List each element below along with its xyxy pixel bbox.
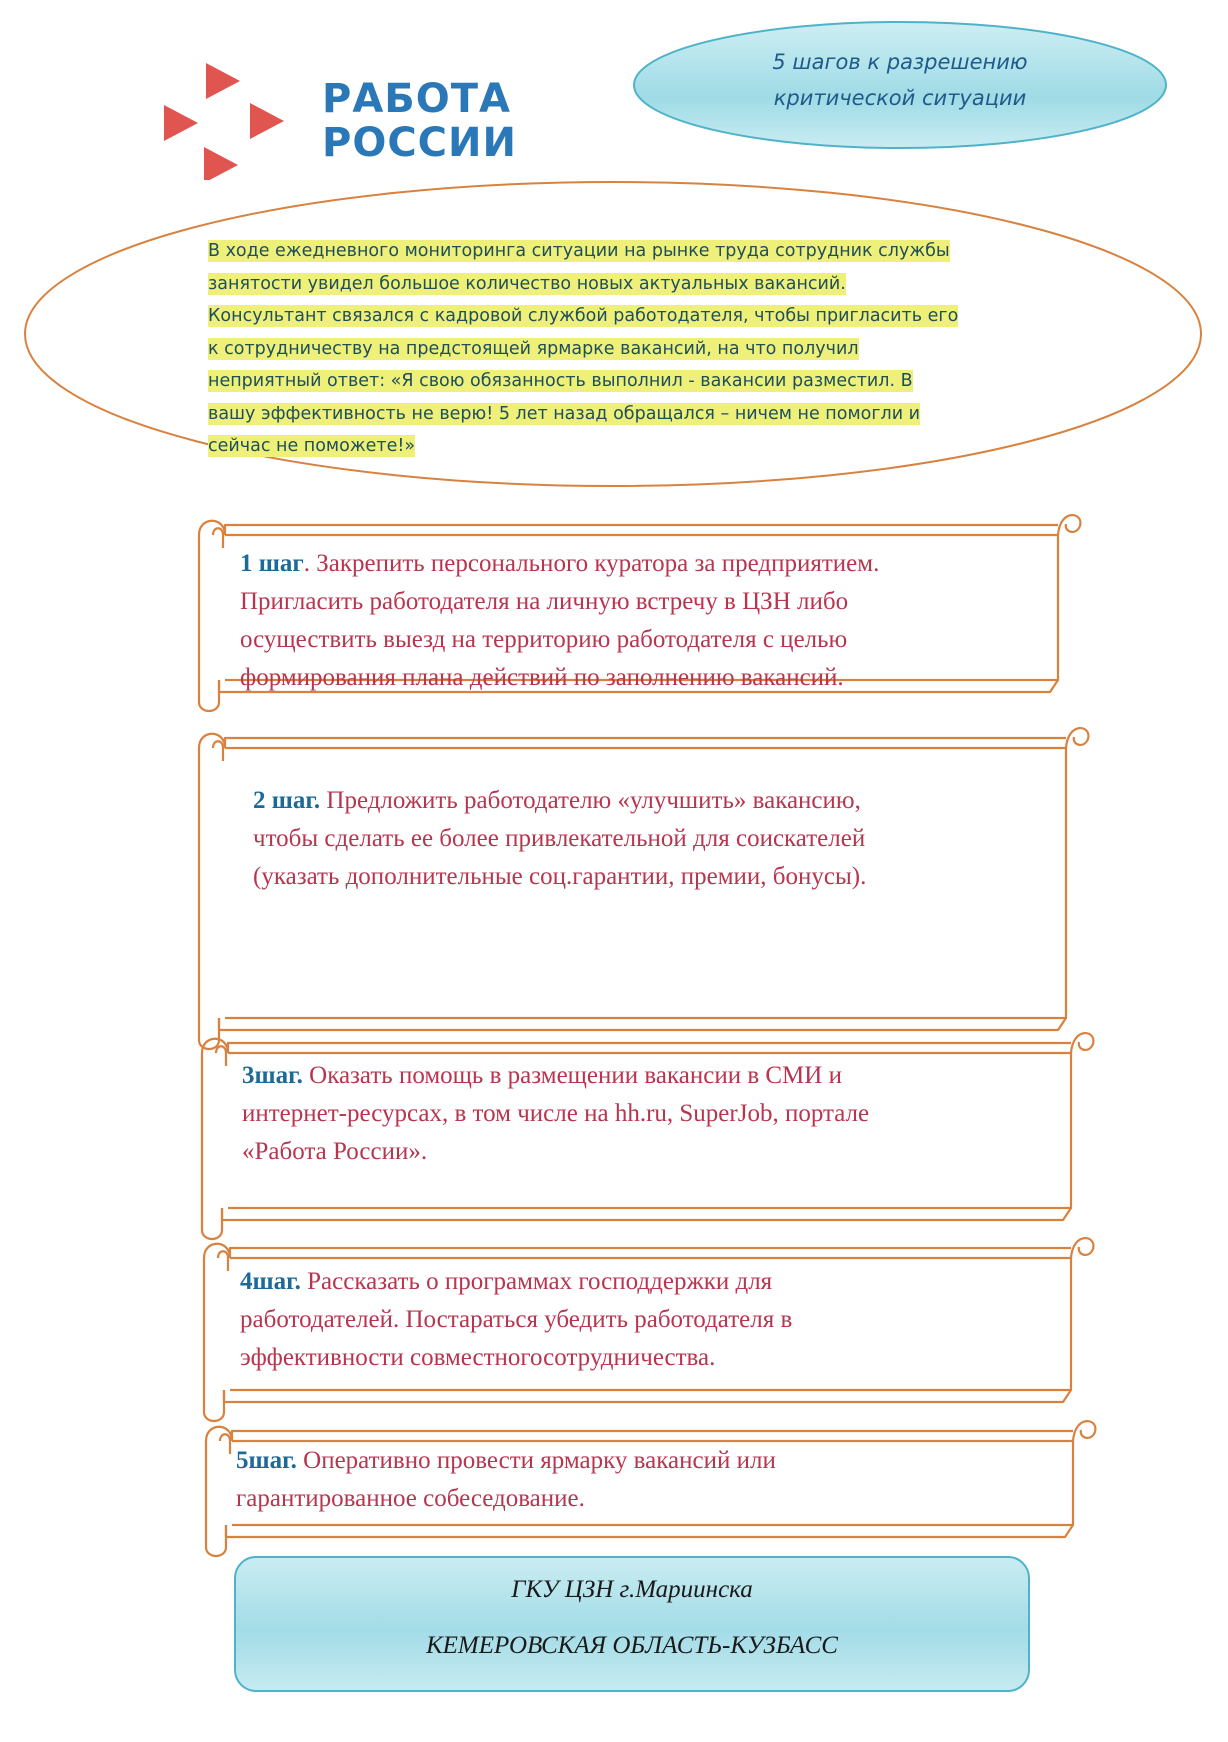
step-3	[242, 1057, 1072, 1171]
step-1-line: формирования плана действий по заполнению вакансий.	[240, 664, 844, 691]
scroll-5-bottom-fold	[226, 1525, 1073, 1537]
intro-line: Консультант связался с кадровой службой работодателя, чтобы пригласить его	[208, 306, 959, 326]
scroll-1-top-edge	[225, 525, 1058, 535]
scroll-4-bottom-fold	[224, 1390, 1071, 1402]
scroll-1-curl-top	[1058, 515, 1080, 535]
step-4-line: работодателей. Постараться убедить работодателя в	[240, 1306, 793, 1333]
logo-line2: РОССИИ	[322, 120, 517, 166]
scroll-3-curl-top	[1071, 1033, 1093, 1053]
step-3-line: интернет-ресурсах, в том числе на hh.ru, SuperJob, портале	[242, 1100, 870, 1127]
scroll-4-top-edge	[230, 1248, 1071, 1258]
step-4	[240, 1263, 1070, 1377]
step-1-label: 1 шаг	[240, 550, 304, 577]
footer-line1: ГКУ ЦЗН г.Мариинска	[511, 1576, 753, 1603]
badge-line2: критической ситуации	[773, 86, 1027, 110]
scroll-3-left-curl	[216, 1046, 226, 1066]
step-3-line: «Работа России».	[242, 1138, 428, 1165]
step-3-line: Оказать помощь в размещении вакансии в СМИ и	[302, 1062, 842, 1089]
step-1-line: осуществить выезд на территорию работодателя с целью	[240, 626, 848, 653]
scroll-2-left-roll	[199, 734, 225, 1049]
step-2-label: 2 шаг.	[253, 787, 321, 814]
scroll-5-top-edge	[232, 1431, 1073, 1441]
badge-line1: 5 шагов к разрешению	[772, 50, 1028, 74]
step-2-line: (указать дополнительные соц.гарантии, премии, бонусы).	[253, 863, 867, 890]
scroll-4-left-curl	[218, 1251, 228, 1271]
step-2-line: чтобы сделать ее более привлекательной для соискателей	[253, 825, 866, 852]
step-1-line: Пригласить работодателя на личную встречу в ЦЗН либо	[240, 588, 849, 615]
scroll-3-top-edge	[228, 1043, 1071, 1053]
intro-line: занятости увидел большое количество новых актуальных вакансий.	[208, 273, 846, 294]
scroll-2-left-curl	[213, 741, 223, 761]
step-5-line: гарантированное собеседование.	[236, 1485, 585, 1512]
logo-line1: РАБОТА	[322, 76, 512, 122]
scroll-4-curl-top	[1071, 1238, 1093, 1258]
step-5	[236, 1442, 1066, 1518]
step-5-line: Оперативно провести ярмарку вакансий или	[296, 1447, 776, 1474]
step-4-label: 4шаг.	[240, 1268, 301, 1295]
step-4-line: Рассказать о программах господдержки для	[300, 1268, 773, 1295]
step-2	[253, 782, 1083, 896]
intro-line: вашу эффективность не верю! 5 лет назад обращался – ничем не помогли и	[208, 403, 921, 424]
step-1	[240, 545, 1070, 697]
intro-line: неприятный ответ: «Я свою обязанность выполнил - вакансии разместил. В	[208, 371, 913, 391]
scroll-2-top-edge	[225, 738, 1066, 748]
scroll-5-left-curl	[220, 1434, 230, 1454]
step-1-line: . Закрепить персонального куратора за предприятием.	[303, 550, 880, 577]
footer-box	[234, 1556, 1030, 1692]
step-4-line: эффективности совместногосотрудничества.	[240, 1344, 716, 1371]
scroll-5-curl-top	[1073, 1421, 1095, 1441]
step-5-label: 5шаг.	[236, 1447, 297, 1474]
scroll-2-curl-top	[1066, 728, 1088, 748]
step-2-line: Предложить работодателю «улучшить» вакансию,	[320, 787, 861, 814]
scroll-1-left-roll	[199, 521, 225, 711]
scroll-3-bottom-fold	[222, 1208, 1071, 1220]
intro-line: В ходе ежедневного мониторинга ситуации на рынке труда сотрудник службы	[208, 241, 950, 261]
step-3-label: 3шаг.	[242, 1062, 303, 1089]
scroll-3-left-roll	[202, 1039, 228, 1239]
intro-line: к сотрудничеству на предстоящей ярмарке вакансий, на что получил	[208, 338, 859, 359]
scroll-4-left-roll	[204, 1244, 230, 1421]
scroll-2-bottom-fold	[219, 1018, 1066, 1030]
footer-line2: КЕМЕРОВСКАЯ ОБЛАСТЬ-КУЗБАСС	[426, 1632, 838, 1659]
scroll-1-left-curl	[213, 528, 223, 548]
intro-line: сейчас не поможете!»	[208, 436, 416, 456]
